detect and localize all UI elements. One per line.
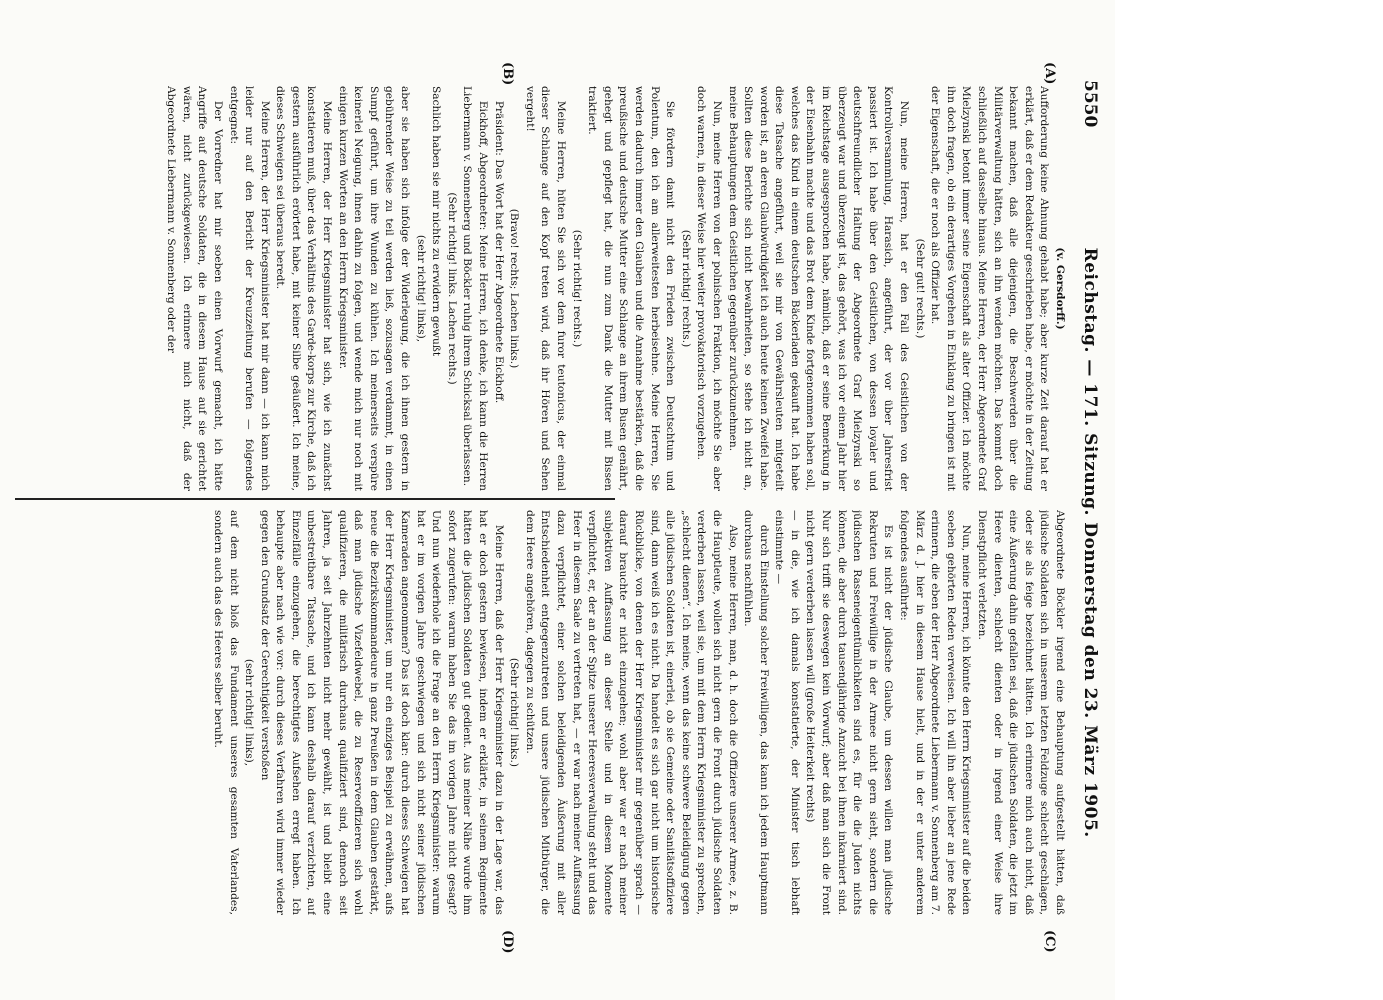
- margin-letter-b: (B): [500, 62, 515, 86]
- paragraph: Aufforderung keine Ahnung gehabt habe; aber kurze Zeit darauf hat er erklärt, daß er dem Redakteur geschrieben habe, er möchte in der Zeitung bekannt machen, daß alle diejenigen, die Beschwerden über die Militärverwaltung hätten, sich an ihn wenden möchten. Das kommt doch schließlich auf dasselbe hinaus. Meine Herren, der Herr Abgeordnete Graf Mielzynski betont immer seine Eigenschaft als alter Offizier. Ich möchte ihn doch fragen, ob ein derartiges Vorgehen in Einklang zu bringen ist mit der Eigenschaft, die er noch als Offizier hat.: [929, 86, 1051, 491]
- paragraph: Eickhoff, Abgeordneter: Meine Herren, ich denke, ich kann die Herren Liebermann v. Sonnenberg und Böckler ruhig ihrem Schicksal überlassen.: [461, 86, 490, 491]
- paragraph: Meine Herren, der Herr Kriegsminister hat mir dann — ich kann mich leider nur auf den Bericht der Kreuzzeitung berufen — folgendes entgegnet:: [227, 86, 271, 491]
- paragraph: Nun, meine Herren von der polnischen Fraktion, ich möchte Sie aber doch warnen, in dieser Weise hier weiter provokatorisch vorzugehen.: [695, 86, 723, 491]
- paragraph: Der Vorredner hat mir soeben einen Vorwurf gemacht, ich hätte Angriffe auf deutsche Soldaten, die in diesem Hause auf sie gerichtet wären, nicht zurückgewiesen. Ich erinnere mich nicht, daß der Abgeordnete Liebermann v. Sonnenberg oder der: [165, 86, 224, 491]
- paragraph: (Sehr richtig! links. Lachen rechts.): [445, 192, 458, 385]
- margin-letter-d: (D): [500, 930, 515, 954]
- margin-letter-a: (A): [1042, 62, 1057, 85]
- column-divider: [15, 498, 615, 500]
- page-number: 5550: [1080, 80, 1100, 128]
- paragraph: Nun, meine Herren, hat er den Fall des Geistlichen von der Kontrollversammlung, Harasich, angeführt, der vor über Jahresfrist passiert ist. Ich habe über den Geistlichen, von dessen loyaler und deutschfreundlicher Haltung der Abgeordnete Graf Mielzynski so überzeugt war und überzeugt ist, das gehört, was ich vor einem Jahr hier im Reichstage ausgesprochen habe, nämlich, daß er seine Bemerkung in der Eisenbahn machte und das Brot dem Kinde fortgenommen haben soll, welches das Kind in einem deutschen Bäckerladen gekauft hat. Ich habe diese Tatsache angeführt, weil sie mir von Gewährsleuten mitgeteilt worden ist, an deren Glaubwürdigkeit ich auch heute keinen Zweifel habe. Sollten diese Berichte sich nicht bewahrheiten, so stehe ich nicht an, meine Behauptungen dem Geistlichen gegenüber zurückzunehmen.: [726, 86, 911, 491]
- paragraph: (Bravo! rechts; Lachen links.): [508, 208, 521, 369]
- paragraph: auf dem nicht bloß das Fundament unseres gesamten Vaterlandes, sondern auch das des Heeres selber beruht.: [211, 510, 240, 915]
- paragraph: (sehr richtig! links),: [243, 658, 256, 767]
- paragraph: (Sehr richtig! rechts.): [679, 229, 692, 348]
- paragraph: Meine Herren, daß der Herr Kriegsminister dazu in der Lage war, das hat er doch gestern bewiesen, indem er erklärte, in seinem Regimente hätten die jüdischen Soldaten gut gedient. Aus meiner Nähe wurde ihm sofort zugerufen: warum haben Sie das im vorigen Jahre nicht gesagt? Und nun wiederhole ich die Frage an den Herrn Kriegsminister: warum hat er im vorigen Jahre geschwiegen und sich nicht seiner jüdischen Kameraden angenommen? Das ist doch klar: durch dieses Schweigen hat der Herr Kriegsminister, um nur ein einziges Beispiel zu erwähnen, aufs neue die Bezirkskommandeure in ganz Preußen in dem Glauben gestärkt, daß man jüdische Vizefeldwebel, die zu Reserveoffizieren sich wohl qualifizieren, die militärisch durchaus qualifiziert sind, dennoch seit Jahren, ja seit Jahrzehnten nicht mehr gewählt, ist und bleibt eine unbestreitbare Tatsache, und ich kann deshalb darauf verzichten, auf Einzelfälle einzugehen, die berechtigtes Aufsehen erregt haben. Ich behaupte aber nach wie vor: durch dieses Verfahren wird immer wieder gegen den Grundsatz der Gerechtigkeit verstoßen: [258, 510, 505, 915]
- margin-letter-c: (C): [1042, 930, 1057, 953]
- page-header: [1077, 80, 1103, 958]
- page-title: Reichstag. — 171. Sitzung. Donnerstag den 23. März 1905.: [1080, 247, 1100, 838]
- right-column: [27, 510, 1067, 915]
- left-column: [27, 86, 1067, 491]
- paragraph: (Sehr gut! rechts.): [913, 238, 926, 339]
- paragraph: aber sie haben sich infolge der Widerlegung, die ich ihnen gestern in gebührender Weise zu teil werden ließ, sozusagen verdammt, in einen Sumpf geführt, um ihre Wunden zu kühlen. Ich meinerseits verspüre keinerlei Neigung, ihnen dahin zu folgen, und wende mich nur noch mit einigen kurzen Worten an den Herrn Kriegsminister.: [336, 86, 412, 491]
- paragraph: Sie fördern damit nicht den Frieden zwischen Deutschtum und Polentum, den ich am allerweitesten herbeisehne. Meine Herren, Sie werden dadurch immer den Glauben und die Annahme bestärken, daß die preußische und deutsche Mutter eine Schlange an ihrem Busen genährt, gehegt und gepflegt hat, die nun zum Dank die Mutter mit Bissen traktiert.: [586, 86, 677, 491]
- paragraph: (Sehr richtig! rechts.): [570, 229, 583, 348]
- paragraph: Abgeordnete Böckler irgend eine Behauptung aufgestellt hätten, daß jüdische Soldaten sich in unserem letzten Feldzuge schlecht geschlagen, oder sie als feige bezeichnet hätten. Ich erinnere mich auch nicht, daß eine Äußerung dahin gefallen sei, daß die jüdischen Soldaten, die jetzt im Heere dienten, schlecht dienten oder in irgend einer Weise ihre Dienstpflicht verletzten.: [976, 510, 1066, 915]
- paragraph: Präsident: Das Wort hat der Herr Abgeordnete Eickhoff.: [492, 100, 505, 404]
- paragraph: Meine Herren, der Herr Kriegsminister hat sich, wie ich zunächst konstatieren muß, über das Verhältnis des Garde-korps zur Kirche, daß ich gestern ausführlich erörtert habe, mit keiner Silbe geäußert. Ich meine, dieses Schweigen sei überaus beredt.: [274, 86, 334, 491]
- paragraph: Also, meine Herren, man, d. h. doch die Offiziere unserer Armee, z. B. die Hauptleute, wollen sich nicht gern die Front durch jüdische Soldaten verderben lassen, weil sie, um mit dem Herrn Kriegsminister zu sprechen, „schlecht dienen“. Ich meine, wenn das keine schwere Beleidigung gegen alle jüdischen Soldaten ist, einerlei, ob sie Gemeine oder Sanitätsoffiziere sind, dann weiß ich es nicht. Da handelt es sich gar nicht um historische Rückblicke, von denen der Herr Kriegsminister mir gegenüber sprach — darauf brauchte er nicht einzugehen; wohl aber war er nach meiner subjektiven Auffassung an dieser Stelle und in diesem Momente verpflichtet, er, der an der Spitze unserer Heeresverwaltung steht und das Heer in diesem Saale zu vertreten hat, — er war nach meiner Auffassung dazu verpflichtet, einer solchen beleidigenden Äußerung mit aller Entschiedenheit entgegenzutreten und unsere jüdischen Mitbürger, die dem Heere angehören, dagegen zu schützen.: [523, 510, 739, 915]
- paragraph: (v. Gersdorff.): [1054, 247, 1066, 330]
- paragraph: Es ist nicht der jüdische Glaube, um dessen willen man jüdische Rekruten und Freiwillige in der Armee nicht gern sieht, sondern die jüdischen Rasseneigentümlichkeiten sind es, für die die Juden nichts können, die aber durch tausendjährige Anzucht bei ihnen inkarniert sind. Nur sich trifft sie deswegen kein Vorwurf; aber daß man sich die Front nicht gern verderben lassen will (große Heiterkeit rechts): [804, 510, 895, 915]
- paragraph: — in die, wie ich damals konstatierte, der Minister tisch lebhaft einstimmte —: [773, 510, 801, 915]
- paragraph: Sachlich haben sie mir nichts zu erwidern gewußt: [430, 86, 443, 357]
- paragraph: Meine Herren, hüten Sie sich vor dem furor teutonicus, der einmal dieser Schlange auf den Kopf treten wird, daß ihr Hören und Sehen vergeht!: [523, 86, 567, 491]
- paragraph: (sehr richtig! links),: [414, 234, 427, 343]
- paragraph: Nun, meine Herren, ich könnte den Herrn Kriegsminister auf die beiden soeben gehörten Reden verweisen. Ich will ihn aber lieber an jene Rede erinnern, die eben der Herr Abgeordnete Liebermann v. Sonnenberg am 7. März d. J. hier in diesem Hause hielt, und in der er unter anderem folgendes ausführte:: [898, 510, 973, 915]
- paragraph: durch Einstellung solcher Freiwilligen, das kann ich jedem Hauptmann durchaus nachfühlen.: [742, 510, 770, 915]
- paragraph: (Sehr richtig! links.): [508, 657, 521, 768]
